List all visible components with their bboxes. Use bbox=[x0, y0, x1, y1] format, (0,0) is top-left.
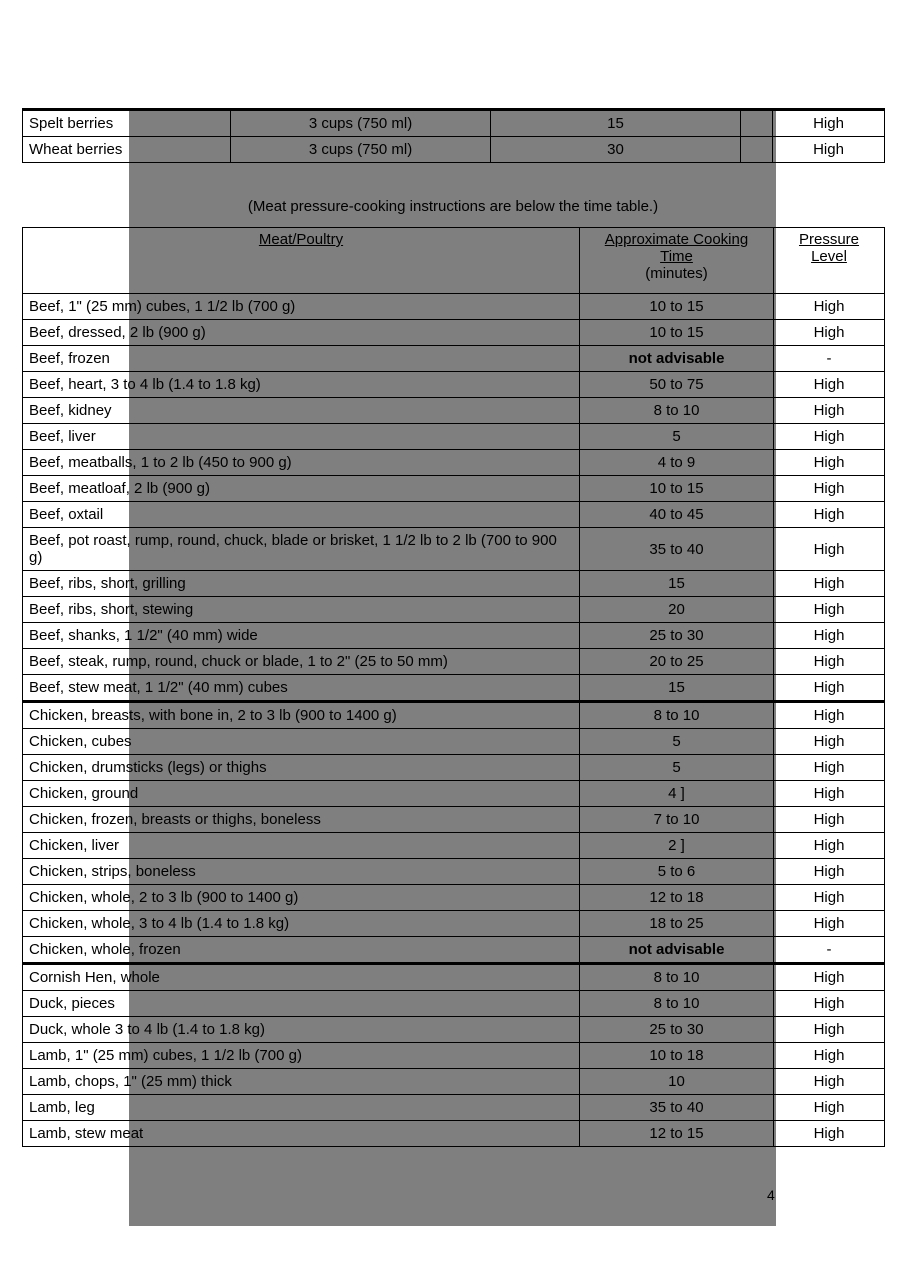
meat-name: Beef, ribs, short, grilling bbox=[23, 571, 580, 597]
cook-time: 18 to 25 bbox=[580, 911, 774, 937]
cook-time: 4 ] bbox=[580, 781, 774, 807]
table-row bbox=[23, 528, 885, 571]
table-row bbox=[23, 372, 885, 398]
cook-time: 10 to 18 bbox=[580, 1043, 774, 1069]
pressure-level: High bbox=[774, 859, 885, 885]
pressure-level: High bbox=[774, 911, 885, 937]
table-row bbox=[23, 424, 885, 450]
pressure-level: High bbox=[774, 372, 885, 398]
meat-name: Beef, frozen bbox=[23, 346, 580, 372]
pressure-level: High bbox=[774, 597, 885, 623]
meat-name: Lamb, 1" (25 mm) cubes, 1 1/2 lb (700 g) bbox=[23, 1043, 580, 1069]
cook-time: 10 to 15 bbox=[580, 294, 774, 320]
cook-time: 25 to 30 bbox=[580, 1017, 774, 1043]
pressure-level: High bbox=[774, 1017, 885, 1043]
header-time: Approximate Cooking Time (minutes) bbox=[580, 228, 774, 294]
cook-time: 8 to 10 bbox=[580, 398, 774, 424]
pressure-level: High bbox=[774, 755, 885, 781]
meat-name: Beef, shanks, 1 1/2" (40 mm) wide bbox=[23, 623, 580, 649]
table-row bbox=[23, 623, 885, 649]
table-row bbox=[23, 320, 885, 346]
meat-name: Chicken, breasts, with bone in, 2 to 3 lb (900 to 1400 g) bbox=[23, 702, 580, 729]
cook-time: 20 bbox=[580, 597, 774, 623]
meat-name: Lamb, stew meat bbox=[23, 1121, 580, 1147]
pressure-level: High bbox=[774, 476, 885, 502]
cook-time: 5 to 6 bbox=[580, 859, 774, 885]
pressure-level: High bbox=[774, 964, 885, 991]
pressure-level: High bbox=[774, 571, 885, 597]
cook-time: not advisable bbox=[580, 937, 774, 964]
pressure-level: High bbox=[774, 675, 885, 702]
meat-name: Chicken, whole, 3 to 4 lb (1.4 to 1.8 kg) bbox=[23, 911, 580, 937]
pressure-level: High bbox=[774, 1043, 885, 1069]
grain-empty-cell bbox=[741, 137, 773, 163]
meat-name: Duck, whole 3 to 4 lb (1.4 to 1.8 kg) bbox=[23, 1017, 580, 1043]
grain-water: 3 cups (750 ml) bbox=[231, 137, 491, 163]
pressure-level: High bbox=[774, 807, 885, 833]
cook-time: 40 to 45 bbox=[580, 502, 774, 528]
cook-time: 5 bbox=[580, 755, 774, 781]
pressure-level: High bbox=[774, 450, 885, 476]
pressure-level: High bbox=[774, 528, 885, 571]
meat-name: Beef, meatballs, 1 to 2 lb (450 to 900 g) bbox=[23, 450, 580, 476]
cook-time: 10 to 15 bbox=[580, 320, 774, 346]
meat-name: Beef, dressed, 2 lb (900 g) bbox=[23, 320, 580, 346]
pressure-level: High bbox=[774, 1121, 885, 1147]
table-row bbox=[23, 476, 885, 502]
cook-time: 25 to 30 bbox=[580, 623, 774, 649]
table-row bbox=[23, 649, 885, 675]
table-row bbox=[23, 597, 885, 623]
pressure-level: High bbox=[774, 833, 885, 859]
table-row bbox=[23, 729, 885, 755]
meat-name: Lamb, leg bbox=[23, 1095, 580, 1121]
meat-name: Beef, oxtail bbox=[23, 502, 580, 528]
grain-time: 15 bbox=[491, 110, 741, 137]
cook-time: 15 bbox=[580, 571, 774, 597]
cook-time: 12 to 18 bbox=[580, 885, 774, 911]
grain-pressure: High bbox=[773, 110, 885, 137]
meat-name: Beef, heart, 3 to 4 lb (1.4 to 1.8 kg) bbox=[23, 372, 580, 398]
cook-time: 15 bbox=[580, 675, 774, 702]
table-row bbox=[23, 1017, 885, 1043]
cook-time: 50 to 75 bbox=[580, 372, 774, 398]
meat-name: Chicken, drumsticks (legs) or thighs bbox=[23, 755, 580, 781]
meat-name: Beef, kidney bbox=[23, 398, 580, 424]
cook-time: 35 to 40 bbox=[580, 528, 774, 571]
cook-time: 8 to 10 bbox=[580, 702, 774, 729]
cook-time: 35 to 40 bbox=[580, 1095, 774, 1121]
table-row bbox=[23, 755, 885, 781]
cook-time: 4 to 9 bbox=[580, 450, 774, 476]
pressure-level: High bbox=[774, 294, 885, 320]
meat-name: Chicken, liver bbox=[23, 833, 580, 859]
cook-time: not advisable bbox=[580, 346, 774, 372]
table-row bbox=[23, 885, 885, 911]
table-header-row bbox=[23, 228, 885, 294]
table-row bbox=[23, 571, 885, 597]
pressure-level: High bbox=[774, 729, 885, 755]
meat-name: Beef, 1" (25 mm) cubes, 1 1/2 lb (700 g) bbox=[23, 294, 580, 320]
pressure-level: High bbox=[774, 1069, 885, 1095]
table-row bbox=[23, 1121, 885, 1147]
pressure-level: High bbox=[774, 623, 885, 649]
meat-name: Chicken, whole, 2 to 3 lb (900 to 1400 g) bbox=[23, 885, 580, 911]
grain-table bbox=[22, 108, 885, 163]
meat-table bbox=[22, 227, 885, 1147]
cook-time: 5 bbox=[580, 424, 774, 450]
pressure-level: High bbox=[774, 991, 885, 1017]
meat-name: Chicken, cubes bbox=[23, 729, 580, 755]
cook-time: 12 to 15 bbox=[580, 1121, 774, 1147]
table-row bbox=[23, 991, 885, 1017]
grain-name: Wheat berries bbox=[23, 137, 231, 163]
table-row bbox=[23, 859, 885, 885]
meat-name: Duck, pieces bbox=[23, 991, 580, 1017]
table-row bbox=[23, 346, 885, 372]
meat-name: Beef, stew meat, 1 1/2" (40 mm) cubes bbox=[23, 675, 580, 702]
table-row bbox=[23, 294, 885, 320]
meat-name: Chicken, frozen, breasts or thighs, boneless bbox=[23, 807, 580, 833]
cook-time: 2 ] bbox=[580, 833, 774, 859]
table-row bbox=[23, 702, 885, 729]
pressure-level: High bbox=[774, 885, 885, 911]
pressure-level: High bbox=[774, 781, 885, 807]
table-row bbox=[23, 937, 885, 964]
table-row bbox=[23, 502, 885, 528]
cook-time: 8 to 10 bbox=[580, 991, 774, 1017]
table-row bbox=[23, 781, 885, 807]
meat-name: Chicken, strips, boneless bbox=[23, 859, 580, 885]
header-pressure: Pressure Level bbox=[774, 228, 885, 294]
pressure-level: High bbox=[774, 702, 885, 729]
meat-name: Lamb, chops, 1" (25 mm) thick bbox=[23, 1069, 580, 1095]
meat-name: Beef, pot roast, rump, round, chuck, blade or brisket, 1 1/2 lb to 2 lb (700 to 900 g) bbox=[23, 528, 580, 571]
table-row bbox=[23, 833, 885, 859]
cook-time: 10 bbox=[580, 1069, 774, 1095]
pressure-level: High bbox=[774, 424, 885, 450]
cook-time: 5 bbox=[580, 729, 774, 755]
grain-time: 30 bbox=[491, 137, 741, 163]
table-row bbox=[23, 450, 885, 476]
meat-name: Beef, liver bbox=[23, 424, 580, 450]
meat-name: Beef, ribs, short, stewing bbox=[23, 597, 580, 623]
pressure-level: High bbox=[774, 649, 885, 675]
pressure-level: High bbox=[774, 320, 885, 346]
pressure-level: High bbox=[774, 502, 885, 528]
table-row bbox=[23, 964, 885, 991]
table-row bbox=[23, 398, 885, 424]
cook-time: 8 to 10 bbox=[580, 964, 774, 991]
meat-name: Cornish Hen, whole bbox=[23, 964, 580, 991]
table-row bbox=[23, 1095, 885, 1121]
pressure-level: High bbox=[774, 1095, 885, 1121]
meat-name: Chicken, whole, frozen bbox=[23, 937, 580, 964]
grain-pressure: High bbox=[773, 137, 885, 163]
grain-name: Spelt berries bbox=[23, 110, 231, 137]
cook-time: 10 to 15 bbox=[580, 476, 774, 502]
table-row bbox=[23, 807, 885, 833]
page-number: 4 bbox=[767, 1187, 775, 1203]
grain-empty-cell bbox=[741, 110, 773, 137]
pressure-level: High bbox=[774, 398, 885, 424]
table-row bbox=[23, 911, 885, 937]
table-row bbox=[23, 110, 885, 137]
pressure-level: - bbox=[774, 937, 885, 964]
grain-water: 3 cups (750 ml) bbox=[231, 110, 491, 137]
meat-name: Beef, steak, rump, round, chuck or blade, 1 to 2" (25 to 50 mm) bbox=[23, 649, 580, 675]
table-row bbox=[23, 137, 885, 163]
cook-time: 20 to 25 bbox=[580, 649, 774, 675]
table-row bbox=[23, 675, 885, 702]
meat-note: (Meat pressure-cooking instructions are below the time table.) bbox=[247, 198, 659, 215]
meat-name: Chicken, ground bbox=[23, 781, 580, 807]
table-row bbox=[23, 1069, 885, 1095]
cook-time: 7 to 10 bbox=[580, 807, 774, 833]
pressure-level: - bbox=[774, 346, 885, 372]
meat-name: Beef, meatloaf, 2 lb (900 g) bbox=[23, 476, 580, 502]
table-row bbox=[23, 1043, 885, 1069]
header-meat: Meat/Poultry bbox=[23, 228, 580, 294]
